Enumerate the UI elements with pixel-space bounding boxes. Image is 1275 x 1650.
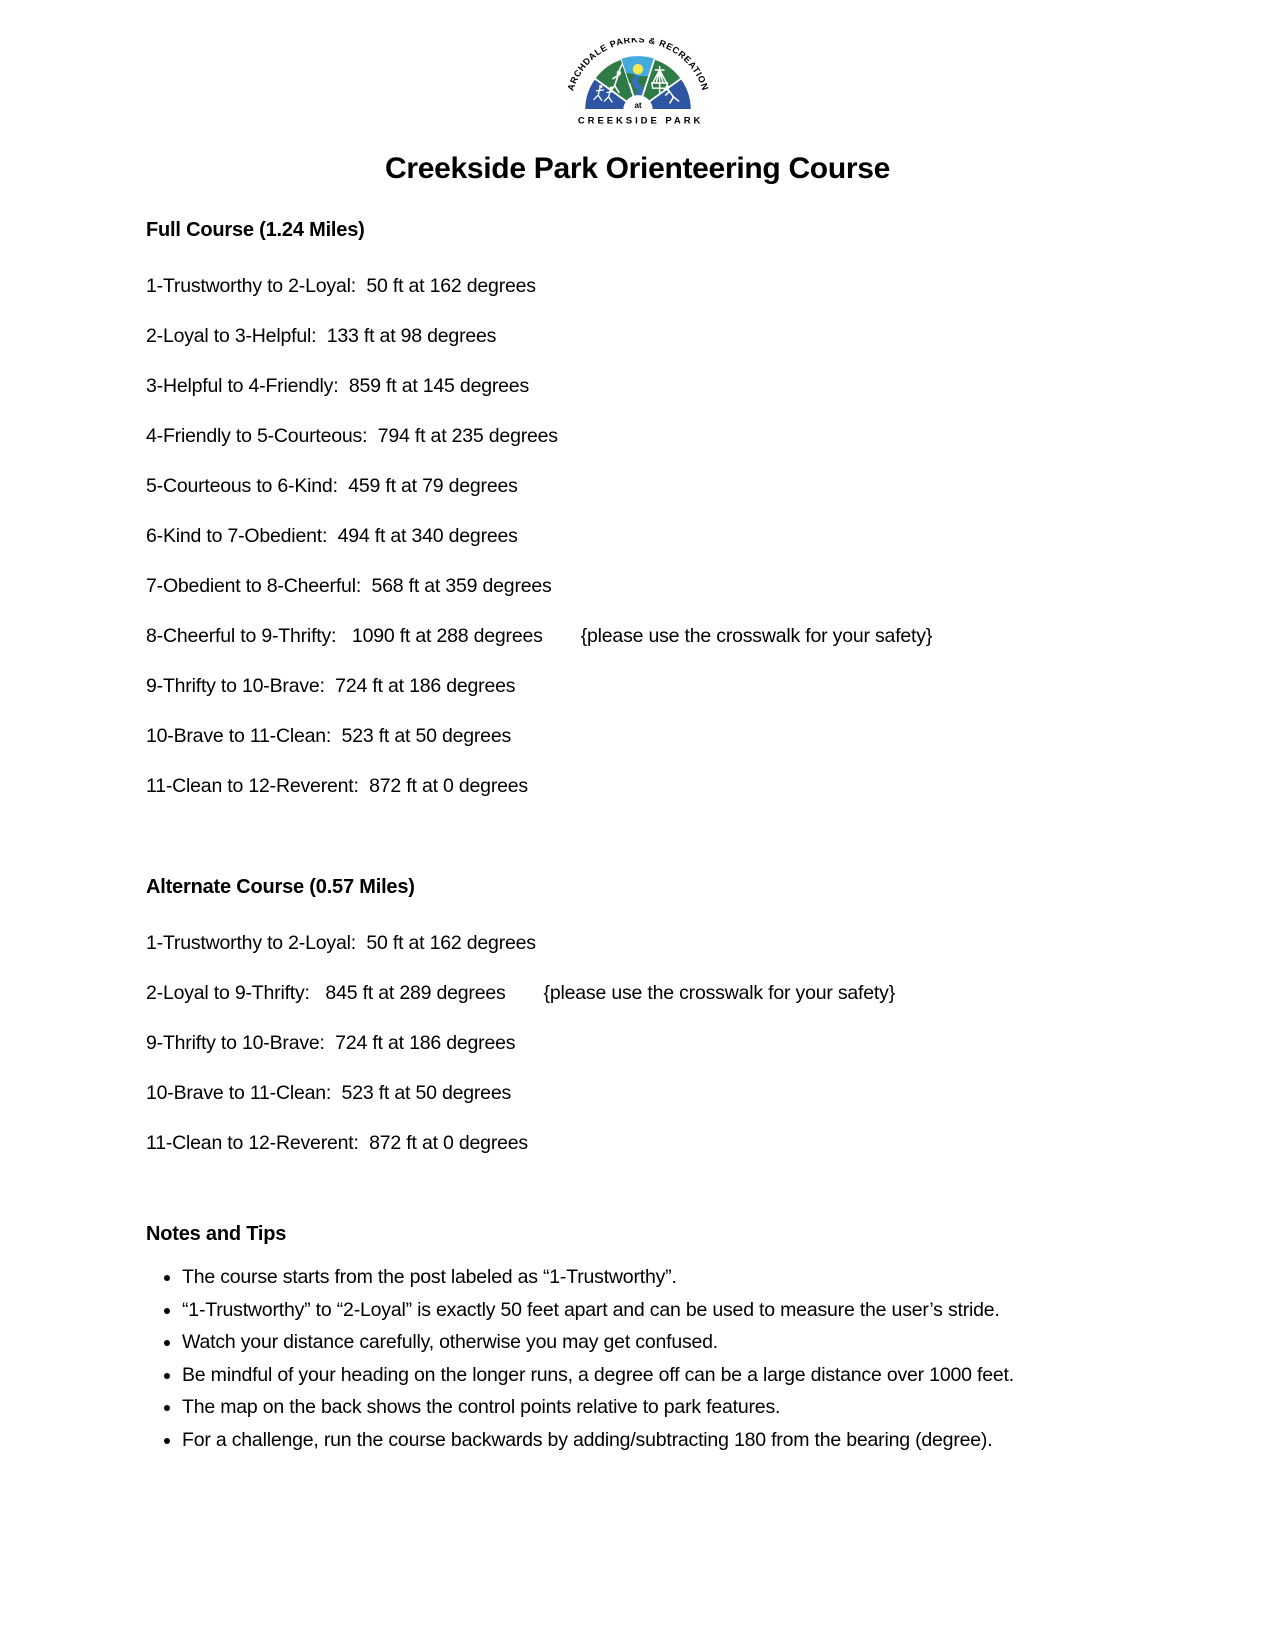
- course-leg: 2-Loyal to 3-Helpful: 133 ft at 98 degrees: [146, 325, 497, 347]
- document-content: [146, 218, 1175, 1456]
- alternate-course-heading: Alternate Course (0.57 Miles): [146, 876, 415, 898]
- park-logo-graphic: [538, 38, 738, 128]
- course-leg: 11-Clean to 12-Reverent: 872 ft at 0 degrees: [146, 1132, 528, 1154]
- course-leg: 10-Brave to 11-Clean: 523 ft at 50 degrees: [146, 725, 512, 747]
- note-item: • Watch your distance carefully, otherwise you may get confused.: [182, 1326, 1175, 1359]
- logo-park-text: CREEKSIDE PARK: [577, 115, 703, 127]
- course-leg: 4-Friendly to 5-Courteous: 794 ft at 235 degrees: [146, 425, 558, 447]
- course-leg: 3-Helpful to 4-Friendly: 859 ft at 145 degrees: [146, 375, 529, 397]
- page-title: Creekside Park Orienteering Course: [384, 152, 890, 185]
- full-course-heading: Full Course (1.24 Miles): [146, 219, 365, 241]
- notes-list: [146, 1261, 1175, 1456]
- course-leg: 6-Kind to 7-Obedient: 494 ft at 340 degrees: [146, 525, 518, 547]
- note-item: • Be mindful of your heading on the longer runs, a degree off can be a large distance over 1000 feet.: [182, 1359, 1175, 1392]
- course-leg: 10-Brave to 11-Clean: 523 ft at 50 degrees: [146, 1082, 512, 1104]
- course-leg: 1-Trustworthy to 2-Loyal: 50 ft at 162 degrees: [146, 932, 536, 954]
- note-item: • For a challenge, run the course backwards by adding/subtracting 180 from the bearing (degree).: [182, 1424, 1175, 1457]
- park-logo: [538, 38, 738, 133]
- course-leg: 5-Courteous to 6-Kind: 459 ft at 79 degrees: [146, 475, 518, 497]
- course-leg: 2-Loyal to 9-Thrifty: 845 ft at 289 degrees {please use the crosswalk for your safety}: [146, 982, 896, 1004]
- notes-heading: Notes and Tips: [146, 1223, 287, 1245]
- logo-at-text: at: [633, 101, 642, 111]
- course-leg: 11-Clean to 12-Reverent: 872 ft at 0 degrees: [146, 775, 528, 797]
- note-item: • “1-Trustworthy” to “2-Loyal” is exactly 50 feet apart and can be used to measure the user’s stride.: [182, 1294, 1175, 1327]
- course-leg: 1-Trustworthy to 2-Loyal: 50 ft at 162 degrees: [146, 275, 536, 297]
- logo-arc-text: ARCHDALE PARKS & RECREATION: [564, 38, 711, 92]
- note-item: • The map on the back shows the control points relative to park features.: [182, 1391, 1175, 1424]
- note-item: • The course starts from the post labeled as “1-Trustworthy”.: [182, 1261, 1175, 1294]
- course-leg: 7-Obedient to 8-Cheerful: 568 ft at 359 degrees: [146, 575, 552, 597]
- course-leg: 8-Cheerful to 9-Thrifty: 1090 ft at 288 degrees {please use the crosswalk for your safety}: [146, 625, 933, 647]
- course-leg: 9-Thrifty to 10-Brave: 724 ft at 186 degrees: [146, 1032, 516, 1054]
- crosswalk-note: {please use the crosswalk for your safety}: [580, 625, 933, 647]
- crosswalk-note: {please use the crosswalk for your safety}: [543, 982, 896, 1004]
- course-leg: 9-Thrifty to 10-Brave: 724 ft at 186 degrees: [146, 675, 516, 697]
